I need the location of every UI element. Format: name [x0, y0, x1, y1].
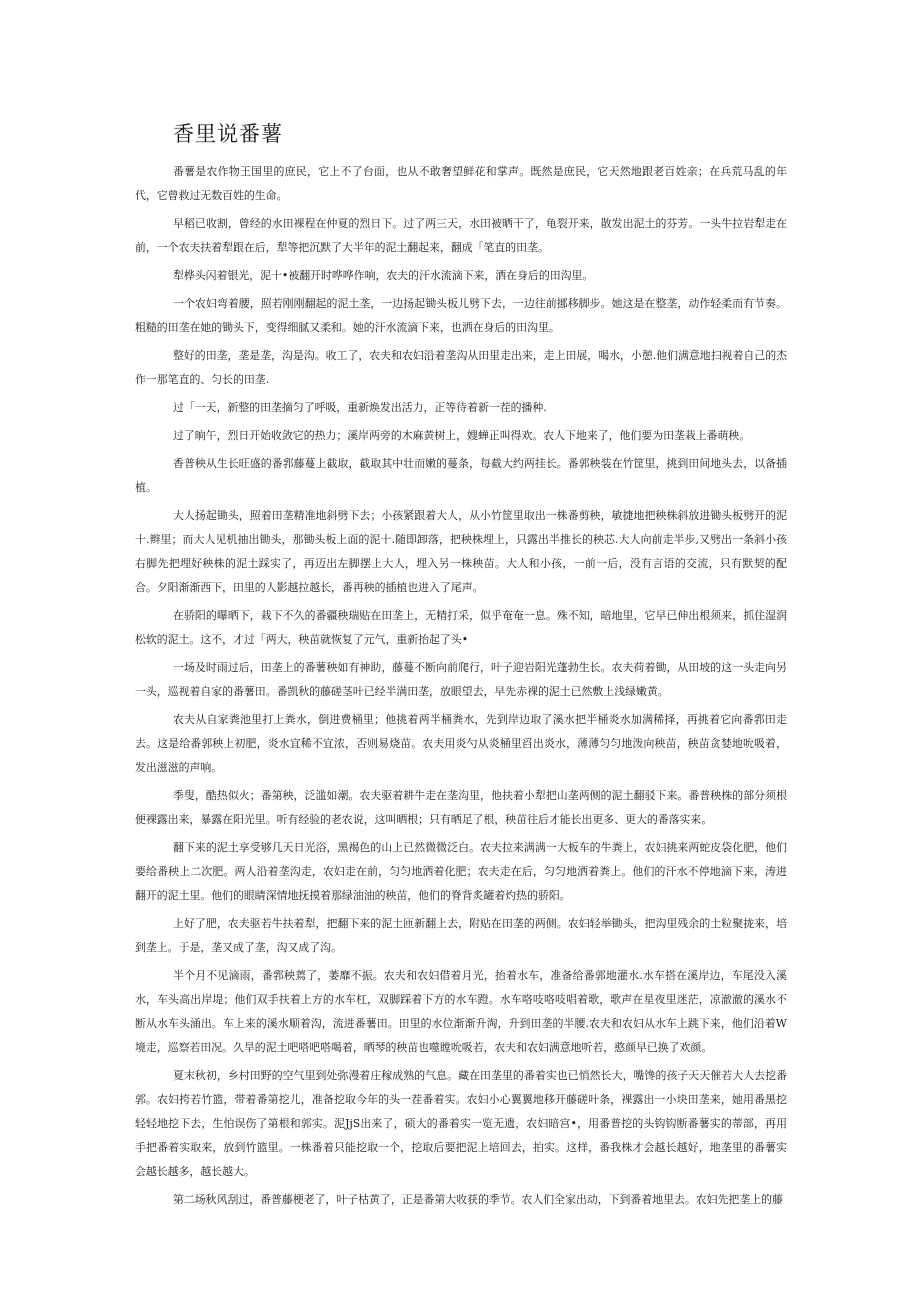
article-paragraph: 过「一天，新整的田垄摘匀了呼吸，重新焕发出活力，正等待着新一茬的播种.: [173, 400, 547, 414]
article-paragraph: 翻下来的泥土享受够几天日光浴，黑褐色的山上已然微微泛白。农夫拉来满满一大板车的牛粪上，农妇挑来两蛇皮袋化肥，他们要给番秧上二次肥。两人沿着垄沟走，农妇走在前，匀匀地洒着化肥；农夫走在后，匀匀地洒着粪上。他们的汗水不停地滴下来，涛进翻开的泥土里。他们的眼睛深情地抚摸着那绿油油的秧苗，他们的脊背炙罐着灼热的骄阳。: [135, 840, 787, 902]
article-paragraph: 过了晌午，烈日开始收敛它的热力；溪岸两旁的木麻黄树上，嫂蝉正叫得欢。农人下地来了，他们要为田垄栽上番萌秧。: [173, 428, 751, 442]
article-paragraph: 香普秧从生长旺盛的番郛藤蔓上截取，截取其中壮而嫩的蔓条，每截大约两挂长。番郭秧装在竹筐里，挑到田间地头去，以备插植。: [135, 456, 787, 494]
article-paragraph: 上好了肥，农夫驱若牛扶着犁，把翻下来的泥土匝新翻上去，附贴在田垄的两侧。农妇轻举锄头，把沟里残余的土粒聚拢来，培到垄上。于是，垄又成了垄，沟又成了沟。: [135, 916, 787, 954]
article-paragraph: 第二场秋风刮过，番普藤梗老了，叶子枯黄了，正是番第大收获的季节。农人们全家出动，下到番着地里去。农妇先把垄上的藤: [173, 1193, 783, 1207]
article-paragraph: 夏末秋初，乡村田野的空气里到处弥漫着庄稼成熟的气息。藏在田垄里的番着实也已悄然长大，嘴馋的孩子天天催若大人去挖番郭。农妇挎若竹篮，带着番第挖儿，准备挖取今年的头一茬番着实。农妇小心翼翼地移开藤磋叶条，裸露出一小块田垄来，她用番黑挖轻轻地挖下去，生怕误伤了第根和郭实。泥JjS出来了，硕大的番着实一览无遗，农妇暗宫•，用番普挖的头钩钩断番薯实的蒂部，再用手把番着实取来，放到竹篮里。一株番着只能挖取一个，挖取后要把泥上培回去，拍实。这样，番我株才会越长越好，地垄里的番薯实会越长越多，越长越大。: [135, 1069, 787, 1179]
article-paragraph: 犁桦头闪着银光，泥十•被翻开时哗哗作响，农夫的汗水流滴下来，洒在身后的田沟里。: [173, 268, 594, 282]
article-paragraph: 大人扬起锄头，照着田垄精准地斜劈下去；小孩紧跟着大人，从小竹筐里取出一株番剪秧，敏捷地把秧株斜放进锄头板劈开的泥十.辫里；而大人见机抽出锄头，那锄头板上面的泥十.随即卸落，把秧株埋上，只露出半推长的秧芯.大人向前走半步,又劈出一条斜小孩右脚先把埋好秧株的泥土踩实了，再迈出左脚摆上大人，埋入另一株秧苗。大人和小孩，一前一后，没有言语的交流，只有默契的配合。夕阳渐渐西下，田里的人影越拉越长，番再秧的插植也进入了尾声。: [135, 508, 787, 594]
article-paragraph: 一场及时雨过后，田垄上的番薯秧如有神助，藤蔓不断向前爬行，叶子迎岩阳光蓬勃生长。农夫荷着锄，从田坡的这一头走向另一头，巡视着自家的番薯田。番凯秋的藤磋茎叶已经半满田垄，放眼望去，早先赤裸的泥土已然敷上浅绿嫩黄。: [135, 660, 787, 698]
article-paragraph: 季叟，酷热似火；番第秧，泛滥如潮。农夫驱着耕牛走在垄沟里，他扶着小犁把山垄两侧的泥土翻驳下来。番普秧株的部分须根便裸露出来，暴露在阳光里。听有经验的老农说，这叫晒根；只有晒足了根，秧苗往后才能长出更多、更大的番落实来。: [135, 788, 787, 826]
document-page: [135, 118, 787, 1216]
article-paragraph: 整好的田垄，垄是垄，沟是沟。收工了，农夫和农妇沿着垄沟从田里走出来，走上田展，喝水，小憩.他们满意地扫视着自己的杰作一那笔直的、匀长的田垄.: [135, 348, 787, 386]
article-paragraph: 农夫从自家粪池里打上粪水，倒进费桶里；他挑着两半桶粪水，先到岸边取了溪水把半桶炎水加满稀择，再挑着它向番郛田走去。这是给番郭秧上初肥，炎水宜稀不宜浓，否则易烧苗。农夫用炎勺从炎桶里舀出炎水，薄薄匀匀地泼向秧苗，秧苗贪婪地吮吸着，发出滋滋的声响。: [135, 712, 787, 774]
article-paragraph: 在骄阳的曝晒下，栽下不久的番疆秧瑞贴在田垄上，无精打采，似乎奄奄一息。殊不知，暗地里，它早已伸出根须来，抓住湿润松软的泥土。这不，才过「两大，秧苗就恢复了元气，重新抬起了头•: [135, 608, 787, 646]
article-paragraph: 早稻已收割，曾经的水田裸程在仲夏的烈日下。过了两三天，水田被晒干了，龟裂开来，散发出泥土的芬芳。一头牛拉岩犁走在前，一个农夫扶着犁跟在后，犁等把沉默了大半年的泥土翻起来，翻成「笔直的田垄。: [135, 216, 787, 255]
article-title: 香里说番薯: [173, 122, 283, 146]
article-paragraph: 一个农妇弯着腰，照若刚刚翻起的泥土垄，一边扬起锄头板儿劈下去，一边往前挪移脚步。她这是在整垄，动作轻柔而有节奏。粗糙的田垄在她的锄头下，变得细腻又柔和。她的汗水流滴下来，也洒在身后的田沟里。: [135, 296, 787, 334]
article-paragraph: 番薯是农作物王国里的庶民，它上不了台面，也从不敢奢望鲜花和掌声。既然是庶民，它天然地跟老百姓亲；在兵荒马乱的年代，它曾救过无数百姓的生命。: [135, 165, 787, 203]
article-body: [135, 160, 787, 1212]
article-paragraph: 半个月不见滴雨，番郛秧蔫了，萎靡不振。农夫和农妇借着月光，抬着水车，准备给番郭地灌水.水车搭在溪岸边，车尾没入溪水，车头高出岸堤；他们双手扶着上方的水车杠，双脚踩着下方的水车蹬。水车咯吱咯吱唱着歌，歌声在星夜里迷茫，凉澈澈的溪水不断从水车头涌出。车上来的溪水顺着沟，流进番薯田。田里的水位渐渐升淘，升到田垄的半腰.农夫和农妇从水车上跳下来，他们沿着W境走，巡察若田况。久旱的泥土吧嗒吧嗒喝着，晒琴的秧苗也噬瞠吮吸若，农夫和农妇满意地听若，憨颜早已换了欢颜。: [135, 968, 787, 1055]
